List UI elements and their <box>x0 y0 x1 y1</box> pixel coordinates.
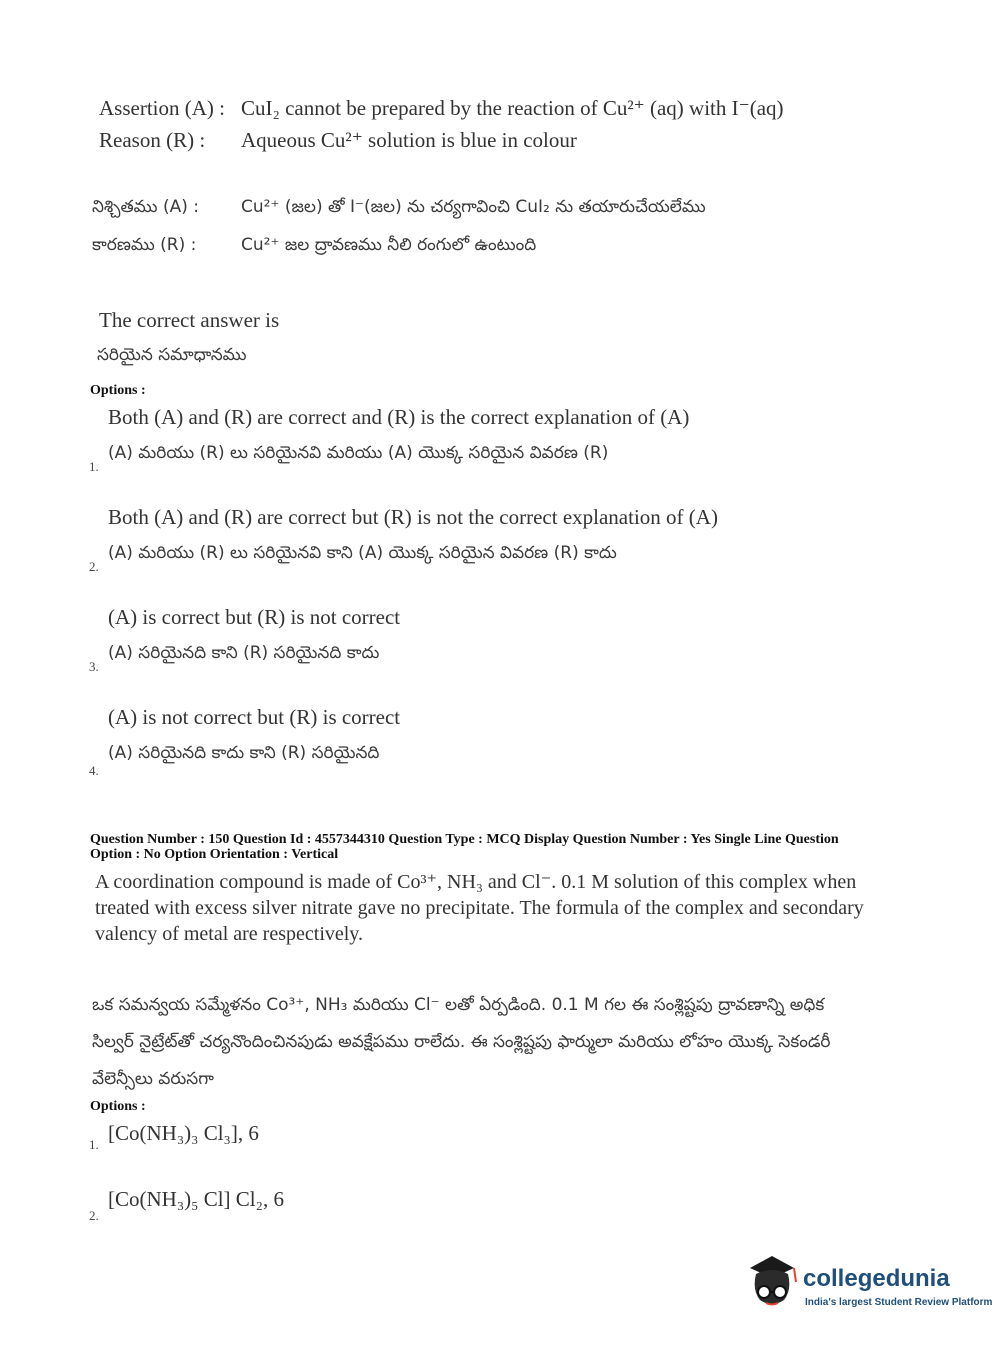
option-4-number: 4. <box>89 763 99 778</box>
option-2-number: 2. <box>89 559 99 574</box>
question-meta-line-1: Question Number : 150 Question Id : 4557344310 Question Type : MCQ Display Question Number : Yes Single Line Question <box>90 832 839 847</box>
reason-text: Aqueous Cu²⁺ solution is blue in colour <box>241 128 577 152</box>
option-4-english[interactable]: (A) is not correct but (R) is correct <box>108 705 401 729</box>
option-2-number-q150: 2. <box>89 1208 99 1223</box>
reason-label-telugu: కారణము (R) : <box>92 235 197 255</box>
option-1-number: 1. <box>89 459 99 474</box>
prompt-telugu: సరియైన సమాధానము <box>97 345 247 365</box>
option-1-text-q150[interactable]: [Co(NH₃)₃ Cl₃], 6 <box>108 1121 259 1145</box>
collegedunia-tagline: India's largest Student Review Platform <box>805 1297 993 1308</box>
option-2-telugu[interactable]: (A) మరియు (R) లు సరియైనవి కాని (A) యొక్క సరియైన వివరణ (R) కాదు <box>108 543 617 563</box>
assertion-text-telugu: Cu²⁺ (జల) తో I⁻(జల) ను చర్యగావించి CuI₂ ను తయారుచేయలేము <box>241 197 706 217</box>
option-3-english[interactable]: (A) is correct but (R) is not correct <box>108 605 401 629</box>
option-3-telugu[interactable]: (A) సరియైనది కాని (R) సరియైనది కాదు <box>108 643 380 663</box>
reason-label: Reason (R) : <box>99 128 206 152</box>
question-text-telugu: ఒక సమన్వయ సమ్మేళనం Co³⁺, NH₃ మరియు Cl⁻ లతో ఏర్పడింది. 0.1 M గల ఈ సంశ్లిష్టపు ద్రావణాన్ని అధిక సిల్వర్ నైట్రేట్‌తో చర్యనొందించినపుడు అవక్షేపము రాలేదు. ఈ సంశ్లిష్టపు ఫార్ములా మరియు లోహం యొక్క సెకండరీ వేలెన్సీలు వరుసగా <box>92 995 831 1089</box>
assertion-label-telugu: నిశ్చితము (A) : <box>92 197 199 217</box>
option-1-telugu[interactable]: (A) మరియు (R) లు సరియైనవి మరియు (A) యొక్క సరియైన వివరణ (R) <box>108 443 609 463</box>
option-2-text-q150[interactable]: [Co(NH₃)₅ Cl] Cl₂, 6 <box>108 1187 284 1211</box>
option-3-number: 3. <box>89 659 99 674</box>
reason-text-telugu: Cu²⁺ జల ద్రావణము నీలి రంగులో ఉంటుంది <box>241 235 537 255</box>
option-1-english[interactable]: Both (A) and (R) are correct and (R) is the correct explanation of (A) <box>108 405 690 429</box>
option-2-english[interactable]: Both (A) and (R) are correct but (R) is not the correct explanation of (A) <box>108 505 718 529</box>
question-text-english: A coordination compound is made of Co³⁺, NH₃ and Cl⁻. 0.1 M solution of this complex when treated with excess silver nitrate gave no precipitate. The formula of the complex and secondary valency of metal are respectively. <box>95 871 864 945</box>
options-label: Options : <box>90 383 146 398</box>
options-label-q150: Options : <box>90 1099 146 1114</box>
assertion-text: CuI₂ cannot be prepared by the reaction of Cu²⁺ (aq) with I⁻(aq) <box>241 96 784 120</box>
question-meta-line-2: Option : No Option Orientation : Vertical <box>90 847 339 862</box>
assertion-label: Assertion (A) : <box>99 96 225 120</box>
option-1-number-q150: 1. <box>89 1137 99 1152</box>
collegedunia-brand: collegedunia <box>803 1265 950 1292</box>
collegedunia-mascot-icon <box>742 1250 802 1310</box>
prompt-english: The correct answer is <box>99 308 280 332</box>
option-4-telugu[interactable]: (A) సరియైనది కాదు కాని (R) సరియైనది <box>108 743 380 763</box>
